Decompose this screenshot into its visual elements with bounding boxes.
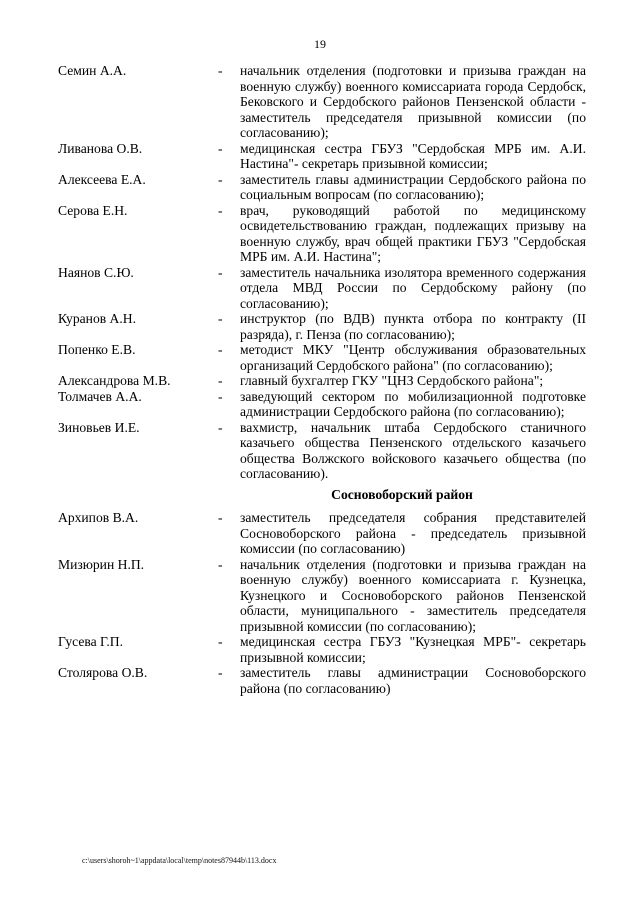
list-item (58, 265, 586, 312)
file-path-footer: c:\users\shoroh~1\appdata\local\temp\notes87944b\113.docx (82, 856, 277, 865)
list-item (58, 557, 586, 635)
member-name: Семин А.А. (58, 63, 127, 78)
page-number: 19 (314, 37, 326, 51)
member-role: заведующий сектором по мобилизационной подготовке администрации Сердобского района (по согласованию); (240, 388, 586, 419)
section-sosnovoborsk (58, 510, 586, 696)
dash: - (218, 171, 223, 187)
member-role: заместитель главы администрации Сосновоборского района (по согласованию) (240, 665, 586, 696)
member-name: Мизюрин Н.П. (58, 556, 145, 572)
dash: - (218, 140, 223, 156)
member-role: начальник отделения (подготовки и призыва граждан на военную службу) военного комиссариата города Сердобск, Бековского и Сердобского районов Пензенской области - заместитель председателя призывной комиссии (по согласованию); (240, 63, 586, 140)
list-item (58, 342, 586, 373)
dash: - (218, 311, 223, 326)
member-name: Алексеева Е.А. (58, 171, 146, 187)
dash: - (218, 419, 223, 435)
member-name: Столярова О.В. (58, 665, 148, 680)
dash: - (218, 342, 223, 357)
member-role: врач, руководящий работой по медицинскому освидетельствованию граждан, подлежащих призыву на военную службу, врач общей практики ГБУЗ "Сердобская МРБ им. А.И. Настина"; (240, 202, 586, 264)
commission-list (58, 63, 586, 696)
list-item (58, 420, 586, 482)
dash: - (218, 665, 223, 680)
member-role: заместитель председателя собрания представителей Сосновоборского района - председатель призывной комиссии (по согласованию) (240, 510, 586, 556)
list-item (58, 389, 586, 420)
member-role: вахмистр, начальник штаба Сердобского станичного казачьего общества Пензенского отдельского казачьего общества Волжского войскового казачьего общества (по согласованию). (240, 419, 586, 481)
dash: - (218, 388, 223, 404)
section-serdobsk (58, 63, 586, 482)
member-name: Попенко Е.В. (58, 342, 136, 357)
list-item (58, 634, 586, 665)
member-role: медицинская сестра ГБУЗ "Сердобская МРБ им. А.И. Настина"- секретарь призывной комиссии; (240, 140, 586, 171)
member-role: заместитель начальника изолятора временного содержания отдела МВД России по Сердобскому району (по согласованию); (240, 264, 586, 311)
list-item (58, 665, 586, 696)
dash: - (218, 373, 223, 388)
member-name: Архипов В.А. (58, 510, 139, 525)
member-name: Ливанова О.В. (58, 140, 143, 156)
member-name: Зиновьев И.Е. (58, 419, 140, 435)
member-role: медицинская сестра ГБУЗ "Кузнецкая МРБ"- секретарь призывной комиссии; (240, 634, 586, 665)
member-role: методист МКУ "Центр обслуживания образовательных организаций Сердобского района" (по согласованию); (240, 342, 586, 373)
dash: - (218, 63, 223, 78)
member-role: главный бухгалтер ГКУ "ЦНЗ Сердобского района"; (240, 373, 544, 388)
dash: - (218, 634, 223, 649)
list-item (58, 510, 586, 557)
dash: - (218, 202, 223, 218)
list-item (58, 311, 586, 342)
section-heading: Сосновоборский район (331, 486, 473, 502)
member-role: заместитель главы администрации Сердобского района по социальным вопросам (по согласованию); (240, 171, 586, 202)
member-name: Гусева Г.П. (58, 634, 123, 649)
member-name: Серова Е.Н. (58, 202, 128, 218)
list-item (58, 141, 586, 172)
member-name: Александрова М.В. (58, 373, 171, 388)
dash: - (218, 556, 223, 572)
member-name: Наянов С.Ю. (58, 264, 134, 280)
dash: - (218, 264, 223, 280)
list-item (58, 63, 586, 141)
dash: - (218, 510, 223, 525)
list-item (58, 373, 586, 389)
member-role: начальник отделения (подготовки и призыва граждан на военную службу) военного комиссариата г. Кузнецка, Кузнецкого и Сосновоборского районов Пензенской области, муниципального - заместитель председателя призывной комиссии (по согласованию); (240, 556, 586, 634)
list-item (58, 203, 586, 265)
member-name: Толмачев А.А. (58, 388, 142, 404)
list-item (58, 172, 586, 203)
member-name: Куранов А.Н. (58, 311, 136, 326)
member-role: инструктор (по ВДВ) пункта отбора по контракту (II разряда), г. Пенза (по согласованию); (240, 311, 586, 342)
